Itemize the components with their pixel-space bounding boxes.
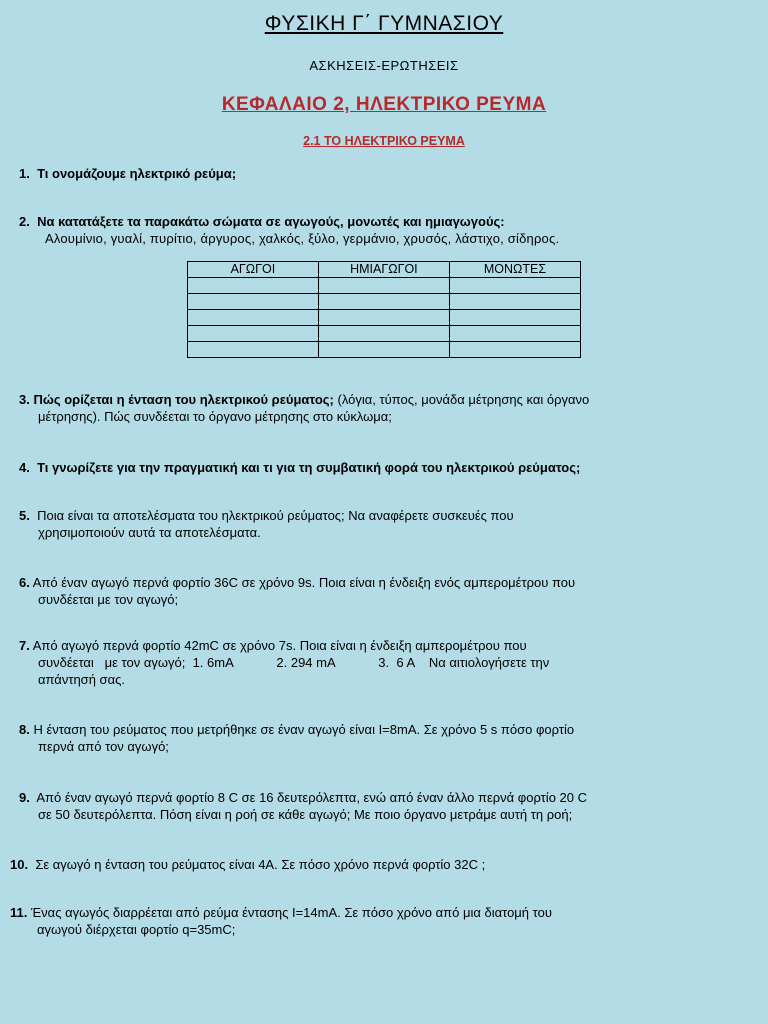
question-text: Ένας αγωγός διαρρέεται από ρεύμα έντασης I=14mA. Σε πόσο χρόνο από μια διατομή του: [30, 905, 552, 920]
table-header-cell: ΜΟΝΩΤΕΣ: [449, 262, 580, 278]
table-cell: [318, 294, 449, 310]
table-cell: [188, 326, 319, 342]
question-number: 10.: [10, 857, 29, 872]
table-row: [188, 294, 581, 310]
question-text: Τι γνωρίζετε για την πραγματική και τι για τη συμβατική φορά του ηλεκτρικού ρεύματος;: [37, 460, 581, 475]
table-cell: [449, 294, 580, 310]
question-text: Σε αγωγό η ένταση του ρεύματος είναι 4A. Σε πόσο χρόνο περνά φορτίο 32C ;: [35, 857, 486, 872]
question-number: 4.: [19, 460, 30, 475]
section-heading: 2.1 ΤΟ ΗΛΕΚΤΡΙΚΟ ΡΕΥΜΑ: [303, 134, 465, 148]
table-row: [188, 278, 581, 294]
table-row: [188, 326, 581, 342]
table-cell: [449, 326, 580, 342]
question-text: Τι ονομάζουμε ηλεκτρικό ρεύμα;: [37, 166, 237, 181]
question-11: [10, 904, 749, 938]
question-text-continued: απάντησή σας.: [38, 672, 125, 687]
question-text-continued: χρησιμοποιούν αυτά τα αποτελέσματα.: [38, 525, 261, 540]
question-text-continued: μέτρησης). Πώς συνδέεται το όργανο μέτρησης στο κύκλωμα;: [38, 409, 392, 424]
table-cell: [188, 294, 319, 310]
question-number: 3.: [19, 392, 30, 407]
question-2: [19, 213, 749, 230]
question-text-detail: (λόγια, τύπος, μονάδα μέτρησης και όργανο: [337, 392, 590, 407]
question-number: 6.: [19, 575, 30, 590]
question-number: 2.: [19, 214, 30, 229]
question-7: [19, 637, 749, 688]
question-number: 7.: [19, 638, 30, 653]
question-10: [10, 856, 749, 873]
table-cell: [449, 310, 580, 326]
question-6: [19, 574, 749, 608]
question-number: 8.: [19, 722, 30, 737]
question-1: [19, 165, 749, 182]
chapter-heading: ΚΕΦΑΛΑΙΟ 2, ΗΛΕΚΤΡΙΚΟ ΡΕΥΜΑ: [221, 94, 547, 115]
materials-list: Αλουμίνιο, γυαλί, πυρίτιο, άργυρος, χαλκός, ξύλο, γερμάνιο, χρυσός, λάστιχο, σίδηρος.: [45, 231, 560, 246]
question-9: [19, 789, 749, 823]
question-number: 11.: [10, 905, 28, 920]
question-text: Πώς ορίζεται η ένταση του ηλεκτρικού ρεύματος;: [33, 392, 334, 407]
classification-table: [187, 261, 581, 358]
table-header-cell: ΑΓΩΓΟΙ: [188, 262, 319, 278]
question-text-continued: αγωγού διέρχεται φορτίο q=35mC;: [37, 922, 236, 937]
table-cell: [449, 278, 580, 294]
table-cell: [188, 310, 319, 326]
question-3: [19, 391, 749, 425]
question-text-continued: συνδέεται με τον αγωγό;: [38, 592, 179, 607]
question-text: Από έναν αγωγό περνά φορτίο 8 C σε 16 δευτερόλεπτα, ενώ από έναν άλλο περνά φορτίο 20 C: [36, 790, 587, 805]
table-cell: [318, 326, 449, 342]
question-5: [19, 507, 749, 541]
question-text: Από έναν αγωγό περνά φορτίο 36C σε χρόνο 9s. Ποια είναι η ένδειξη ενός αμπερομέτρου που: [32, 575, 576, 590]
question-number: 1.: [19, 166, 30, 181]
question-text-continued: περνά από τον αγωγό;: [38, 739, 169, 754]
table-cell: [188, 342, 319, 358]
question-4: [19, 459, 749, 476]
table-row: [188, 310, 581, 326]
table-cell: [318, 310, 449, 326]
table-row: [188, 342, 581, 358]
table-cell: [449, 342, 580, 358]
table-header-cell: ΗΜΙΑΓΩΓΟΙ: [318, 262, 449, 278]
question-text: Να κατατάξετε τα παρακάτω σώματα σε αγωγούς, μονωτές και ημιαγωγούς:: [37, 214, 505, 229]
page-subtitle: ΑΣΚΗΣΕΙΣ-ΕΡΩΤΗΣΕΙΣ: [309, 58, 459, 73]
question-number: 5.: [19, 508, 30, 523]
table-cell: [188, 278, 319, 294]
question-number: 9.: [19, 790, 30, 805]
table-cell: [318, 342, 449, 358]
question-text: Η ένταση του ρεύματος που μετρήθηκε σε έναν αγωγό είναι I=8mA. Σε χρόνο 5 s πόσο φορτίο: [33, 722, 575, 737]
table-header-row: [188, 262, 581, 278]
question-8: [19, 721, 749, 755]
table-cell: [318, 278, 449, 294]
question-text-continued: σε 50 δευτερόλεπτα. Πόση είναι η ροή σε κάθε αγωγό; Με ποιο όργανο μετράμε αυτή τη ροή;: [38, 807, 573, 822]
question-text: Από αγωγό περνά φορτίο 42mC σε χρόνο 7s. Ποια είναι η ένδειξη αμπερομέτρου που: [32, 638, 527, 653]
question-text: Ποια είναι τα αποτελέσματα του ηλεκτρικού ρεύματος; Να αναφέρετε συσκευές που: [37, 508, 514, 523]
page-title: ΦΥΣΙΚΗ Γ΄ ΓΥΜΝΑΣΙΟΥ: [264, 12, 504, 35]
question-text-continued: συνδέεται με τον αγωγό; 1. 6mA 2. 294 mA 3. 6 A Να αιτιολογήσετε την: [38, 655, 550, 670]
